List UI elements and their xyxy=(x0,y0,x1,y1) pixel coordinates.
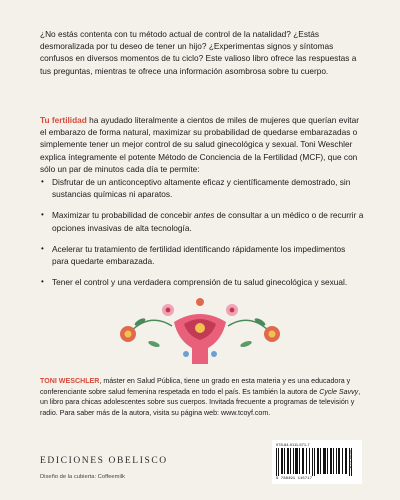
author-bio xyxy=(40,376,362,418)
list-item-text: Acelerar tu tratamiento de fertilidad identificando rápidamente los impedimentos para quedarte embarazada. xyxy=(52,243,346,267)
bullet-icon: • xyxy=(41,277,44,287)
main-paragraph-text: ha ayudado literalmente a cientos de miles de mujeres que querían evitar el embarazo de forma natural, maximizar su probabilidad de quedarse embarazadas o simplemente tener un mejor control de su salud ginecológica y sexual. Toni Weschler explica íntegramente el potente Método de Conciencia de la Fertilidad (MCF), que con sólo un par de minutos cada día te permite: xyxy=(40,115,359,174)
list-item xyxy=(41,243,364,267)
list-item xyxy=(41,276,364,288)
list-item xyxy=(41,176,364,200)
list-item-text: de consultar a un médico o de recurrir a opciones invasivas de alta tecnología. xyxy=(52,210,364,233)
author-bio-text: , máster en Salud Pública, tiene un grado en esta materia y es una educadora y conferenciante sobre salud femenina respetada en todo el país. Es también la autora de xyxy=(40,377,351,396)
barcode-bars xyxy=(276,448,354,476)
list-item-text: Maximizar tu probabilidad de concebir xyxy=(52,210,195,221)
isbn-label: 978-84-9111-571-7 xyxy=(276,442,310,447)
author-bio-text: , un libro para chicas adolescentes sobre sus cuerpos. Invitada frecuente a programas de televisión y radio. Para saber más de la autora, visita su página web: www.tcoyf.com. xyxy=(40,387,361,417)
main-paragraph xyxy=(40,114,362,175)
bullet-icon: • xyxy=(41,243,44,253)
bullet-icon: • xyxy=(41,177,44,186)
bullet-icon: • xyxy=(41,210,44,220)
other-book-title: Cycle Savvy xyxy=(319,387,359,396)
cover-design-credit: Diseño de la cubierta: Coffeemilk xyxy=(40,474,125,480)
list-item-text: Tener el control y una verdadera comprensión de tu salud ginecológica y sexual. xyxy=(52,277,348,288)
list-item xyxy=(41,209,364,233)
intro-paragraph: ¿No estás contenta con tu método actual de control de la natalidad? ¿Estás desmoralizada por tu deseo de tener un hijo? ¿Experimentas signos y síntomas confusos en diversos momentos de tu ciclo? Este valioso libro ofrece las respuestas a tus preguntas, mientras te ofrece una información asombrosa sobre tu cuerpo. xyxy=(40,29,357,76)
list-item-text: Disfrutar de un anticonceptivo altamente eficaz y científicamente demostrado, sin sustancias químicas ni aparatos. xyxy=(52,177,351,200)
author-name: TONI WESCHLER xyxy=(40,377,100,385)
floral-uterus-illustration xyxy=(110,292,290,372)
barcode xyxy=(272,440,362,484)
book-title-highlight: Tu fertilidad xyxy=(40,115,87,125)
list-item-emphasis: antes xyxy=(194,210,215,221)
publisher-name: EDICIONES OBELISCO xyxy=(40,456,168,466)
barcode-digits: 9 788491 115717 xyxy=(276,477,313,481)
price-label: PVP 32 € xyxy=(348,450,354,469)
benefits-list xyxy=(41,176,364,297)
